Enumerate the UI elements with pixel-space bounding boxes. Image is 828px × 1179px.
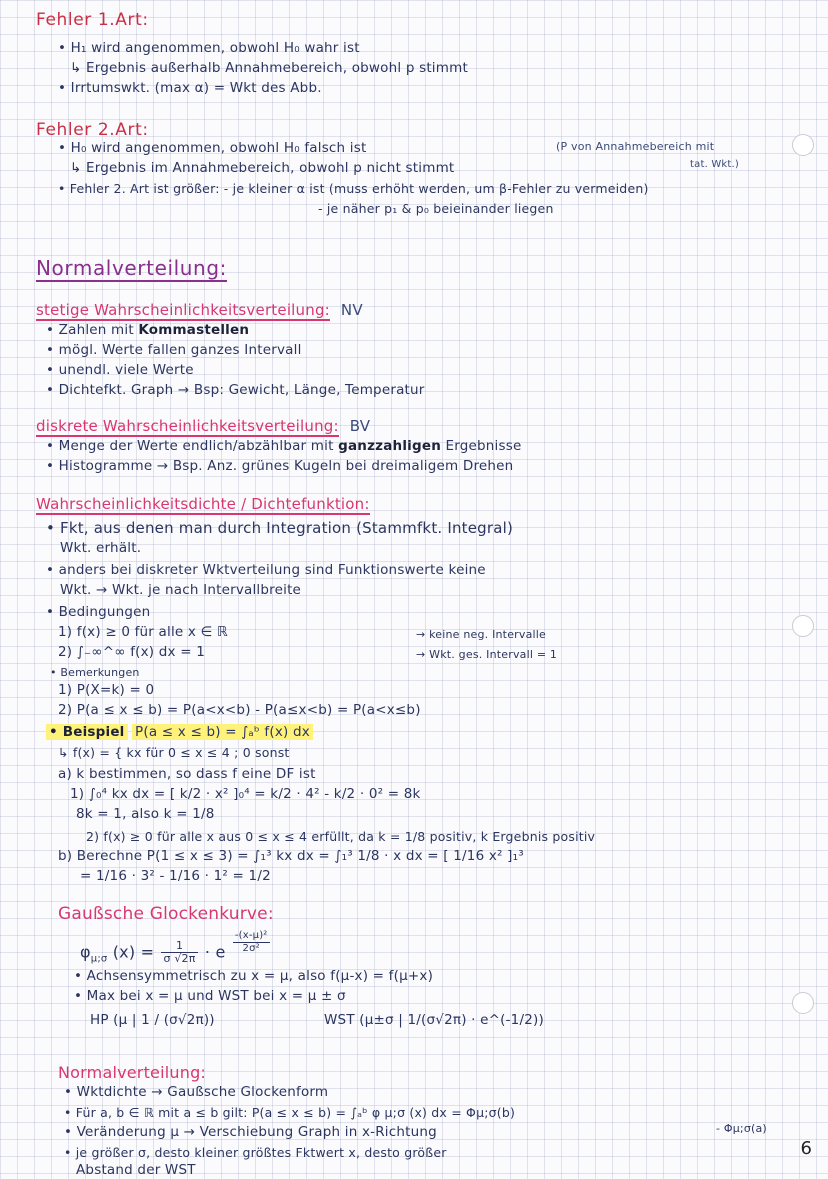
fehler1-title: Fehler 1.Art: xyxy=(36,10,149,30)
nv2-line: • Wktdichte → Gaußsche Glockenform xyxy=(64,1084,329,1100)
diskret-bold-word: ganzzahligen xyxy=(338,438,442,454)
gauss-line: • Achsensymmetrisch zu x = μ, also f(μ-x) = f(μ+x) xyxy=(74,968,434,984)
fehler1-line: • Irrtumswkt. (max α) = Wkt des Abb. xyxy=(58,80,322,96)
gauss-hp: HP (μ | 1 / (σ√2π)) xyxy=(90,1012,215,1028)
stetig-line: • unendl. viele Werte xyxy=(46,362,194,378)
nv2-line: • Für a, b ∈ ℝ mit a ≤ b gilt: P(a ≤ x ≤ b) = ∫ₐᵇ φ μ;σ (x) dx = Φμ;σ(b) xyxy=(64,1105,516,1120)
stetig-abbr: NV xyxy=(340,301,363,319)
fehler2-title: Fehler 2.Art: xyxy=(36,120,149,140)
bedingung-1-note: → keine neg. Intervalle xyxy=(416,628,547,641)
bedingung-2-note: → Wkt. ges. Intervall = 1 xyxy=(416,648,558,661)
normalverteilung-title-text: Normalverteilung: xyxy=(36,256,227,280)
diskret-title xyxy=(36,418,370,435)
gauss-sub: μ;σ xyxy=(90,953,108,965)
nv2-line: • je größer σ, desto kleiner größtes Fktwert x, desto größer xyxy=(64,1145,447,1160)
diskret-line: • Histogramme → Bsp. Anz. grünes Kugeln bei dreimaligem Drehen xyxy=(46,458,514,474)
beispiel-task-a: a) k bestimmen, so dass f eine DF ist xyxy=(58,766,316,782)
gauss-wst: WST (μ±σ | 1/(σ√2π) · e^(-1/2)) xyxy=(324,1012,544,1028)
gauss-exp-den: 2σ² xyxy=(242,943,260,954)
dichte-line: Wkt. erhält. xyxy=(60,540,142,556)
gauss-line: • Max bei x = μ und WST bei x = μ ± σ xyxy=(74,988,346,1004)
punch-hole-middle xyxy=(792,615,814,637)
diskret-line xyxy=(46,438,521,455)
diskret-line-text: • Menge der Werte endlich/abzählbar mit xyxy=(46,438,334,454)
beispiel-step: 8k = 1, also k = 1/8 xyxy=(76,806,215,822)
gauss-e: · e xyxy=(204,942,226,962)
beispiel-step: 2) f(x) ≥ 0 für alle x aus 0 ≤ x ≤ 4 erfüllt, da k = 1/8 positiv, k Ergebnis positiv xyxy=(86,829,596,844)
bemerkung-1: 1) P(X=k) = 0 xyxy=(58,682,155,698)
dichte-line: • anders bei diskreter Wktverteilung sind Funktionswerte keine xyxy=(46,562,486,578)
page-number: 6 xyxy=(800,1138,812,1159)
nv2-line: • Veränderung μ → Verschiebung Graph in x-Richtung xyxy=(64,1124,437,1140)
bedingungen-title: • Bedingungen xyxy=(46,604,151,620)
gauss-num: 1 xyxy=(161,940,197,953)
punch-hole-top xyxy=(792,134,814,156)
gauss-fraction xyxy=(161,940,197,965)
beispiel-result: = 1/16 · 3² - 1/16 · 1² = 1/2 xyxy=(80,868,271,884)
nv2-line: - Φμ;σ(a) xyxy=(716,1122,767,1135)
beispiel-line xyxy=(46,724,313,741)
fehler2-line: - je näher p₁ & p₀ beieinander liegen xyxy=(318,201,554,216)
gauss-title: Gaußsche Glockenkurve: xyxy=(58,904,274,924)
beispiel-label: • Beispiel xyxy=(46,724,128,740)
stetig-title-text: stetige Wahrscheinlichkeitsverteilung: xyxy=(36,301,330,319)
gauss-den: σ √2π xyxy=(163,952,196,966)
diskret-line-text: Ergebnisse xyxy=(445,438,522,454)
fehler2-line: ↳ Ergebnis im Annahmebereich, obwohl p nicht stimmt xyxy=(70,160,455,176)
gauss-var: (x) = xyxy=(112,942,155,962)
punch-hole-bottom xyxy=(792,992,814,1014)
stetig-bold-word: Kommastellen xyxy=(138,322,250,338)
bedingung-1: 1) f(x) ≥ 0 für alle x ∈ ℝ xyxy=(58,624,228,640)
fehler2-line: • Fehler 2. Art ist größer: - je kleiner α ist (muss erhöht werden, um β-Fehler zu vermeiden) xyxy=(58,181,649,196)
stetig-line: • Dichtefkt. Graph → Bsp: Gewicht, Länge, Temperatur xyxy=(46,382,425,398)
stetig-line xyxy=(46,322,249,339)
stetig-title xyxy=(36,302,363,319)
beispiel-task-b: b) Berechne P(1 ≤ x ≤ 3) = ∫₁³ kx dx = ∫₁³ 1/8 · x dx = [ 1/16 x² ]₁³ xyxy=(58,848,524,864)
beispiel-step: 1) ∫₀⁴ kx dx = [ k/2 · x² ]₀⁴ = k/2 · 4² - k/2 · 0² = 8k xyxy=(70,786,421,802)
nv2-line: Abstand der WST xyxy=(76,1162,196,1178)
beispiel-function: ↳ f(x) = { kx für 0 ≤ x ≤ 4 ; 0 sonst xyxy=(58,745,290,760)
dichte-title xyxy=(36,496,370,513)
fehler2-line: • H₀ wird angenommen, obwohl H₀ falsch ist xyxy=(58,140,367,156)
bemerkung-2: 2) P(a ≤ x ≤ b) = P(a<x<b) - P(a≤x<b) = P(a<x≤b) xyxy=(58,702,421,718)
normalverteilung-title xyxy=(36,258,227,278)
fehler1-line: • H₁ wird angenommen, obwohl H₀ wahr ist xyxy=(58,40,360,56)
bemerkungen-title: • Bemerkungen xyxy=(50,666,140,679)
gauss-exp-num: -(x-μ)² xyxy=(234,930,268,941)
nv2-title: Normalverteilung: xyxy=(58,1063,207,1082)
dichte-line: Wkt. → Wkt. je nach Intervallbreite xyxy=(60,582,302,598)
diskret-abbr: BV xyxy=(349,417,371,435)
dichte-line: • Fkt, aus denen man durch Integration (Stammfkt. Integral) xyxy=(46,519,514,537)
gauss-exponent xyxy=(233,930,270,955)
fehler1-line: ↳ Ergebnis außerhalb Annahmebereich, obwohl p stimmt xyxy=(70,60,468,76)
stetig-line-text: • Zahlen mit xyxy=(46,322,134,338)
gauss-phi: φ xyxy=(80,942,91,962)
fehler2-side-note: tat. Wkt.) xyxy=(690,159,740,170)
stetig-line: • mögl. Werte fallen ganzes Intervall xyxy=(46,342,302,358)
diskret-title-text: diskrete Wahrscheinlichkeitsverteilung: xyxy=(36,417,339,435)
dichte-title-text: Wahrscheinlichkeitsdichte / Dichtefunktion: xyxy=(36,495,370,513)
fehler2-side-note: (P von Annahmebereich mit xyxy=(556,140,715,153)
bedingung-2: 2) ∫₋∞^∞ f(x) dx = 1 xyxy=(58,644,206,660)
beispiel-formula: P(a ≤ x ≤ b) = ∫ₐᵇ f(x) dx xyxy=(132,724,313,740)
